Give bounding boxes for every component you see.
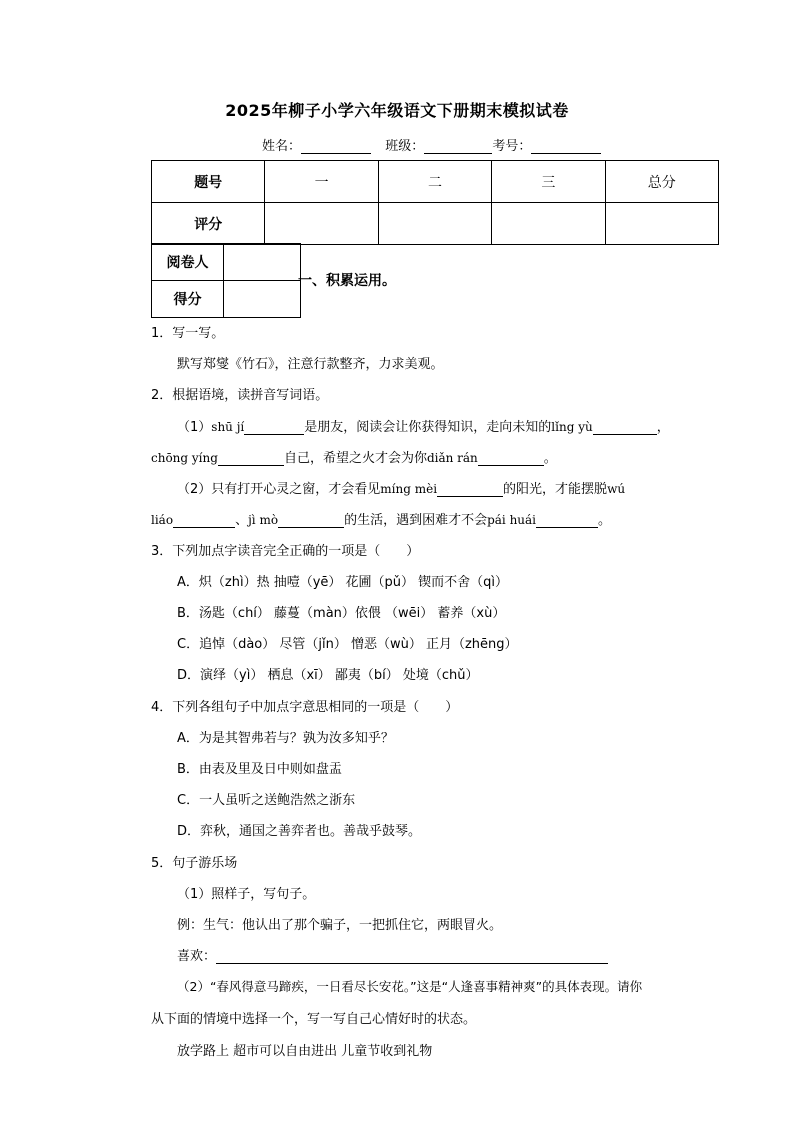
name-field[interactable]	[301, 139, 371, 154]
reviewer-cell[interactable]	[224, 244, 301, 281]
score-cell[interactable]	[492, 203, 605, 245]
pinyin: pái huái	[487, 513, 537, 527]
score-row-label: 评分	[152, 203, 265, 245]
answer-blank[interactable]	[216, 949, 608, 964]
class-field[interactable]	[424, 139, 492, 154]
question-2-part-2	[177, 478, 747, 497]
reviewer-score-label: 得分	[152, 281, 224, 318]
name-label: 姓名：	[262, 139, 302, 154]
question-4-option-b[interactable]: B．由表及里及日中则如盘盂	[177, 762, 342, 777]
question-3-option-a[interactable]: A．炽（zhì）热 抽噎（yē） 花圃（pǔ） 锲而不舍（qì）	[177, 575, 509, 590]
text: 是朋友，阅读会让你获得知识，走向未知的	[304, 420, 552, 435]
question-5-fill-line	[177, 945, 747, 964]
text: ，	[656, 420, 670, 435]
text: 。	[543, 451, 557, 466]
score-header-cell: 题号	[152, 161, 265, 203]
reviewer-score-cell[interactable]	[224, 281, 301, 318]
question-3-title: 3．下列加点字读音完全正确的一项是（ ）	[151, 544, 420, 559]
answer-blank[interactable]	[536, 513, 598, 528]
score-cell[interactable]	[605, 203, 718, 245]
answer-blank[interactable]	[478, 451, 544, 466]
answer-blank[interactable]	[218, 451, 284, 466]
question-5-choices: 放学路上 超市可以自由进出 儿童节收到礼物	[177, 1044, 433, 1059]
text: 。	[598, 513, 612, 528]
exam-number-label: 考号：	[492, 139, 532, 154]
pinyin: lǐng yù	[551, 420, 593, 434]
text: 自己，希望之火才会为你	[283, 451, 427, 466]
question-5-title: 5．句子游乐场	[151, 856, 238, 871]
answer-blank[interactable]	[244, 420, 304, 435]
pinyin: shū jí	[211, 420, 245, 434]
question-2-title: 2．根据语境，读拼音写词语。	[151, 388, 329, 403]
question-4-title: 4．下列各组句子中加点字意思相同的一项是（ ）	[151, 700, 459, 715]
question-5-part-2-cont: 从下面的情境中选择一个，写一写自己心情好时的状态。	[151, 1012, 477, 1027]
answer-blank[interactable]	[593, 420, 657, 435]
score-table	[151, 160, 719, 245]
score-header-cell: 一	[265, 161, 378, 203]
text: 的生活，遇到困难才不会	[344, 513, 488, 528]
reviewer-label: 阅卷人	[152, 244, 224, 281]
score-cell[interactable]	[378, 203, 491, 245]
text: （2）只有打开心灵之窗，才会看见	[177, 482, 381, 497]
score-header-cell: 总分	[605, 161, 718, 203]
pinyin: chōng yíng	[151, 451, 218, 465]
question-3-option-c[interactable]: C．追悼（dào） 尽管（jǐn） 憎恶（wù） 正月（zhēng）	[177, 637, 518, 652]
answer-blank[interactable]	[278, 513, 344, 528]
section-heading: 一、积累运用。	[298, 273, 396, 289]
score-header-cell: 二	[378, 161, 491, 203]
score-cell[interactable]	[265, 203, 378, 245]
pinyin: diǎn rán	[426, 451, 478, 465]
part-label: （1）	[177, 420, 212, 435]
pinyin: liáo	[151, 513, 174, 527]
question-4-option-a[interactable]: A．为是其智弗若与？孰为汝多知乎？	[177, 731, 394, 746]
question-3-option-b[interactable]: B．汤匙（chí） 藤蔓（màn）依偎 （wēi） 蓄养（xù）	[177, 606, 506, 621]
question-2-part-2-cont	[151, 509, 721, 528]
student-info	[262, 135, 601, 154]
pinyin: wú	[607, 482, 626, 496]
question-2-part-1-cont	[151, 447, 721, 466]
question-5-part-1: （1）照样子，写句子。	[177, 887, 316, 902]
exam-number-field[interactable]	[531, 139, 601, 154]
class-label: 班级：	[385, 139, 425, 154]
score-table-score-row	[152, 203, 719, 245]
question-1-title: 1．写一写。	[151, 326, 225, 341]
pinyin: míng mèi	[380, 482, 438, 496]
score-table-header-row	[152, 161, 719, 203]
page-title: 2025年柳子小学六年级语文下册期末模拟试卷	[225, 101, 569, 120]
answer-blank[interactable]	[437, 482, 503, 497]
question-5-part-2: （2）“春风得意马蹄疾，一日看尽长安花。”这是“人逢喜事精神爽”的具体表现。请你	[177, 979, 643, 994]
text: 、	[235, 513, 249, 528]
answer-blank[interactable]	[173, 513, 235, 528]
question-2-part-1	[177, 416, 747, 435]
text: 的阳光，才能摆脱	[503, 482, 608, 497]
fill-label: 喜欢：	[177, 949, 217, 964]
reviewer-table	[151, 243, 301, 318]
question-1-text: 默写郑燮《竹石》，注意行款整齐，力求美观。	[177, 357, 444, 372]
question-4-option-d[interactable]: D．弈秋，通国之善弈者也。善哉乎鼓琴。	[177, 824, 422, 839]
question-3-option-d[interactable]: D．演绎（yì） 栖息（xī） 鄙夷（bí） 处境（chǔ）	[177, 668, 479, 683]
question-4-option-c[interactable]: C．一人虽听之送鲍浩然之浙东	[177, 793, 356, 808]
score-header-cell: 三	[492, 161, 605, 203]
pinyin: jì mò	[248, 513, 279, 527]
question-5-example: 例：生气：他认出了那个骗子，一把抓住它，两眼冒火。	[177, 918, 503, 933]
